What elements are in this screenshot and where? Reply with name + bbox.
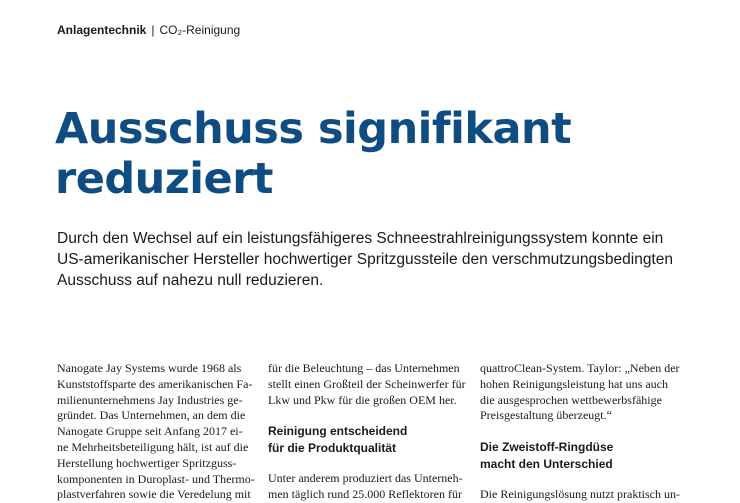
lead-line: Ausschuss auf nahezu null reduzieren. — [57, 272, 324, 289]
body-line: men täglich rund 25.000 Reflektoren für — [268, 487, 462, 502]
subheading — [480, 439, 680, 473]
text-column-1 — [57, 361, 257, 503]
body-line: plastverfahren sowie die Veredelung mit — [57, 487, 251, 502]
body-line: Die Reinigungslösung nutzt praktisch un- — [480, 487, 680, 502]
article-lead — [57, 228, 697, 291]
header-separator: | — [151, 23, 155, 37]
title-line-1: Ausschuss signifikant — [55, 104, 572, 154]
body-line: Nanogate Gruppe seit Anfang 2017 ei- — [57, 424, 243, 439]
body-paragraph — [480, 361, 680, 424]
body-paragraph — [268, 361, 468, 408]
topic-label: CO₂-Reinigung — [159, 23, 241, 37]
body-line: Preisgestaltung überzeugt.“ — [480, 408, 612, 423]
body-line: Nanogate Jay Systems wurde 1968 als — [57, 361, 242, 375]
subheading-line: Die Zweistoff-Ringdüse — [480, 440, 614, 455]
body-line: stellt einen Großteil der Scheinwerfer für — [268, 376, 466, 391]
article-title — [55, 104, 571, 204]
subheading-line: macht den Unterschied — [480, 457, 613, 472]
body-line: die ausgesprochen wettbewerbsfähige — [480, 392, 662, 407]
text-column-3 — [480, 361, 680, 503]
body-line: quattroClean-System. Taylor: „Neben der — [480, 361, 680, 375]
body-paragraph — [57, 361, 257, 503]
body-line: Lkw und Pkw für die großen OEM her. — [268, 392, 457, 407]
subheading-line: Reinigung entscheidend — [268, 424, 408, 439]
body-line: ne Mehrheitsbeteiligung hält, ist auf die — [57, 439, 249, 454]
body-line: milienunternehmens Jay Industries ge- — [57, 392, 243, 407]
body-line: Kunststoffsparte des amerikanischen Fa- — [57, 376, 253, 391]
text-column-2 — [268, 361, 468, 503]
title-line-2: reduziert — [55, 154, 273, 204]
section-header — [57, 23, 240, 37]
body-line: Herstellung hochwertiger Spritzguss- — [57, 455, 237, 470]
subheading-line: für die Produktqualität — [268, 441, 397, 456]
body-line: Unter anderem produziert das Unterneh- — [268, 471, 463, 486]
body-line: hohen Reinigungsleistung hat uns auch — [480, 376, 668, 391]
body-line: gründet. Das Unternehmen, an dem die — [57, 408, 246, 423]
body-line: komponenten in Duroplast- und Thermo- — [57, 471, 255, 486]
body-paragraph — [268, 471, 468, 503]
subheading — [268, 423, 468, 457]
rubric-label: Anlagentechnik — [57, 23, 147, 37]
body-paragraph — [480, 487, 680, 503]
lead-line: Durch den Wechsel auf ein leistungsfähigeres Schneestrahlreinigungssystem konnte ein — [57, 230, 664, 247]
lead-line: US-amerikanischer Hersteller hochwertiger Spritzgussteile den verschmutzungsbedingten — [57, 251, 673, 268]
body-line: für die Beleuchtung – das Unternehmen — [268, 361, 460, 375]
